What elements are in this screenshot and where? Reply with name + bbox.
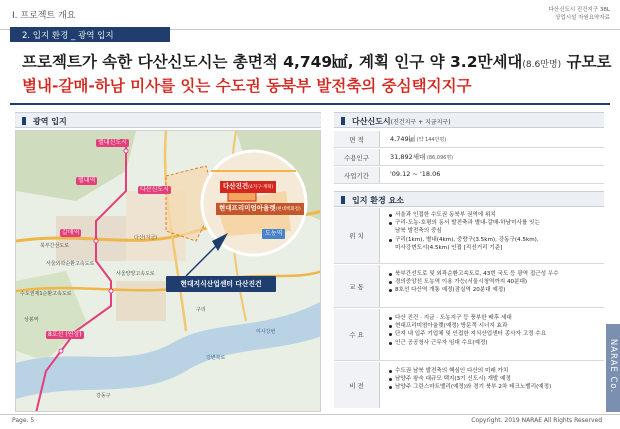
info-panel-header [334,112,604,128]
info-row-value [390,134,446,143]
map-label-dasan-gy: 다산(지금) [134,235,158,241]
map-label-guri: 구리 [196,307,206,313]
location-map [15,130,321,412]
map-label-gangdong: 강동구 [96,393,111,399]
info-row-value-note: (약 144만평) [415,137,447,143]
headline-line2: 별내-갈매-하남 미사를 잇는 수도권 동북부 발전축의 중심택지지구 [22,77,472,95]
map-label-seoul-ring: 수도권제1순환고속도로 [20,291,72,297]
headline-tail: 규모로 [561,53,612,71]
map-label-highway2: 서울외곽순환고속도로 [46,261,95,267]
env-list [388,211,602,252]
urban-block [116,281,166,321]
page-number: Page. 5 [12,417,35,424]
map-label-highway1: 북부간선도로 [40,243,69,249]
env-item: 남양주 그린스마트밸리(예정)와 경기 북부 2차 테크노밸리(예정) [388,383,602,391]
info-row-value [390,152,453,161]
brand-name: NARAE Co. [608,338,618,394]
info-row-label: 면 적 [334,131,380,147]
env-block-transport [334,265,604,308]
env-item: 단지 내 입주 기업체 및 인접한 지식산업센터 종사자 고정 수요 [388,330,602,338]
subway-station-marker [59,349,63,353]
info-row-value-main: 31,892세대 [390,153,426,161]
info-row-value-main: '09.12 ~ '18.06 [390,170,441,178]
map-label-sangbong: 상봉역 [24,317,39,323]
info-panel-title-note: (진건지구 + 지금지구) [390,119,451,126]
env-item: 서울과 인접한 수도권 동북부 권역에 위치 [388,211,602,219]
env-item: 수도권 남북 발전축의 핵심인 다산의 미래 가치 [388,367,602,375]
info-row [334,149,604,166]
dononong-station-chip: 도농역 [262,229,285,239]
document-info-line1: 다산신도시 진건지구 38L [548,7,610,13]
callout-box: 현대지식산업센터 다산진건 [166,276,276,292]
info-row [334,131,604,148]
env-list [388,314,602,347]
env-block-vision [334,362,604,408]
env-item: 남양주 왕숙 대규모 택지(3기 신도시) 개발 예정 [388,375,602,383]
headline-main: 프로젝트가 속한 다산신도시는 총면적 4,749㎢, 계획 인구 약 3.2만세대 [22,53,523,71]
info-row-value-note: (86,096명) [425,155,454,161]
footer-divider [0,414,620,415]
env-item: 인근 공공청사 근무자 임대 수요(예정) [388,339,602,347]
subway-station-marker [124,149,128,153]
map-panel-title: 광역 입지 [33,117,67,126]
dasan-jingeon-label: 다산진건 [223,182,249,190]
env-label: 위 치 [334,208,380,263]
map-label-line-8: 8호선 (연장) [48,331,82,338]
subway-station-marker [94,239,98,243]
env-item-continued: 남북 발전축의 중심 [395,228,442,235]
env-label: 수 요 [334,309,380,360]
info-row [334,167,604,184]
info-row-label: 수용인구 [334,149,380,165]
map-label-gangbyeon: 강변북로 [206,355,226,361]
hyundai-outlet-label: 현대프리미엄아울렛 [219,204,276,212]
subway-station-marker [109,289,113,293]
env-item: 8호선 다산역 개통 예정(잠실역 20분대 예정) [388,286,602,294]
copyright: Copyright. 2019 NARAE All Rights Reserved [471,417,602,424]
env-item: 다산 진건 · 지금 · 도농지구 등 풍부한 배후 세대 [388,314,602,322]
env-block-location [334,208,604,264]
hyundai-outlet-note: (현대백화점) [275,207,301,212]
env-panel-title: 입지 환경 요소 [352,196,404,205]
info-panel-title: 다산신도시 [352,117,391,126]
env-item: 현대프리미엄아울렛(예정) 방문객 시너지 효과 [388,322,602,330]
env-item: 북부간선도로 및 외곽순환고속도로, 43번 국도 등 광역 접근성 우수 [388,270,602,278]
map-label-galmae: 갈매역 [62,229,80,236]
hyundai-outlet-chip [216,203,304,215]
env-item: 경의중앙선 도농역 이용 가능(서울시청역까지 40분대) [388,278,602,286]
env-block-demand [334,309,604,361]
env-item: 구리(1km), 별내(4km), 중랑구(3.5km), 강동구(4.5km), [388,236,602,244]
headline-line1 [22,50,612,72]
map-label-byeolnae: 별내신도시 [98,139,127,146]
env-label: 비 전 [334,362,380,408]
dasan-jingeon-chip [220,181,276,193]
env-label: 교 통 [334,265,380,307]
map-label-dasan: 다산신도시 [140,186,169,193]
map-panel-header [15,112,321,128]
section-title: Ⅰ. 프로젝트 개요 [12,11,76,21]
map-label-highway3: 서울양양고속도로 [116,271,155,277]
env-panel-header [334,191,604,207]
map-graphic [16,131,321,412]
info-row-label: 사업기간 [334,167,380,183]
env-list [388,270,602,295]
info-row-value [390,170,440,178]
document-info-line2: 상업시설 자원요약자료 [555,15,610,21]
env-item-continued: 미사강변도시(4.5km) 인접 [직선거리 기준] [395,244,503,251]
map-label-byeolnae-station: 별내역 [78,177,96,184]
page-header [0,0,620,30]
map-label-misa: 미사강변 [256,329,276,335]
document-info [549,6,610,22]
headline-note: (8.6만명) [522,60,562,70]
divider-rule [10,103,610,105]
subsection-title: 2. 입지 환경 _ 광역 입지 [22,31,114,41]
dasan-jingeon-note: (4지구·계획) [248,185,274,190]
env-list [388,367,602,392]
info-row-value-main: 4,749㎢ [390,135,416,143]
env-item: 구리-도농-호평의 동서 발전축과 별내-갈매-하남미사를 잇는 [388,219,602,227]
